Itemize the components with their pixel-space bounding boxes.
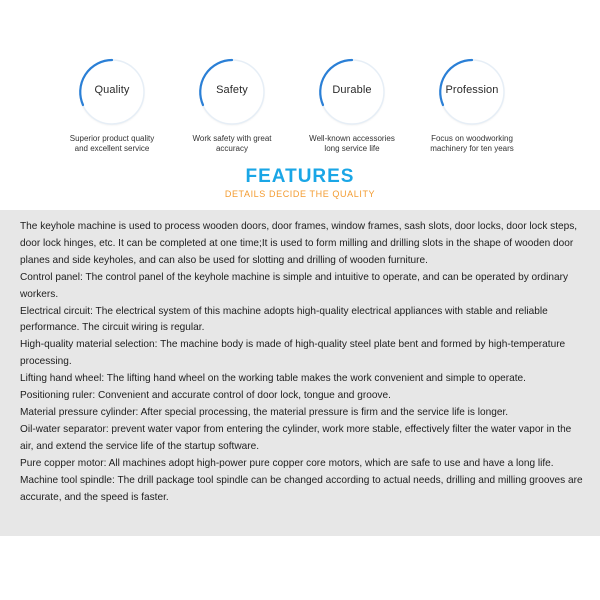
features-text	[20, 219, 585, 506]
circle-ring-icon	[80, 60, 144, 124]
feature-paragraph: Pure copper motor: All machines adopt high-power pure copper core motors, which are safe to use and have a long life.	[20, 457, 554, 469]
feature-paragraph: High-quality material selection: The machine body is made of high-quality steel plate bent and formed by high-temperature processing.	[20, 339, 566, 368]
badge-description	[172, 134, 292, 154]
feature-paragraph: Control panel: The control panel of the keyhole machine is simple and intuitive to operate, and can be operated by ordinary workers.	[20, 271, 569, 300]
badge-row	[52, 60, 552, 160]
badge-description	[412, 134, 532, 154]
badge-label: Quality	[94, 84, 130, 96]
badge-label: Profession	[445, 84, 499, 96]
badge-safety	[172, 60, 292, 154]
badge-desc-line: Work safety with great	[192, 134, 272, 143]
badge-desc-line: Superior product quality	[69, 134, 155, 143]
badge-desc-line: Focus on woodworking	[431, 134, 513, 143]
badge-label: Safety	[216, 84, 248, 96]
badge-desc-line: Well-known accessories	[309, 134, 395, 143]
feature-paragraph: Electrical circuit: The electrical system of this machine adopts high-quality electrical appliances with stable and reliable performance. The circuit wiring is regular.	[20, 305, 548, 334]
features-title: FEATURES	[245, 166, 355, 187]
feature-paragraph: Machine tool spindle: The drill package tool spindle can be changed according to actual needs, drilling and milling grooves are accurate, and the speed is faster.	[20, 474, 583, 503]
badge-description	[292, 134, 412, 154]
features-subtitle: DETAILS DECIDE THE QUALITY	[224, 189, 376, 199]
badge-description	[52, 134, 172, 154]
circle-ring-icon	[200, 60, 264, 124]
feature-paragraph: Oil-water separator: prevent water vapor from entering the cylinder, work more stable, effectively filter the water vapor in the air, and extend the service life of the startup software.	[20, 423, 572, 452]
circle-ring-icon	[440, 60, 504, 124]
badge-profession	[412, 60, 532, 154]
circle-ring-icon	[320, 60, 384, 124]
badge-desc-line: and excellent service	[74, 144, 150, 153]
badge-desc-line: accuracy	[215, 144, 248, 153]
badge-label: Durable	[332, 84, 372, 96]
badge-desc-line: machinery for ten years	[430, 144, 514, 153]
badge-quality	[52, 60, 172, 154]
feature-paragraph: Material pressure cylinder: After special processing, the material pressure is firm and the service life is longer.	[20, 406, 509, 418]
feature-paragraph: Positioning ruler: Convenient and accurate control of door lock, tongue and groove.	[20, 390, 391, 402]
badge-desc-line: long service life	[324, 144, 380, 153]
badge-durable	[292, 60, 412, 154]
bottom-blank	[0, 536, 600, 600]
feature-paragraph: The keyhole machine is used to process wooden doors, door frames, window frames, sash slots, door locks, door lock steps, door lock hinges, etc. It can be completed at one time;It is used to form milling and drilling slots in the shape of wooden door planes and side keyholes, and can also be used for slotting and drilling of wooden furniture.	[20, 221, 578, 266]
feature-paragraph: Lifting hand wheel: The lifting hand wheel on the working table makes the work convenient and simple to operate.	[20, 373, 526, 385]
